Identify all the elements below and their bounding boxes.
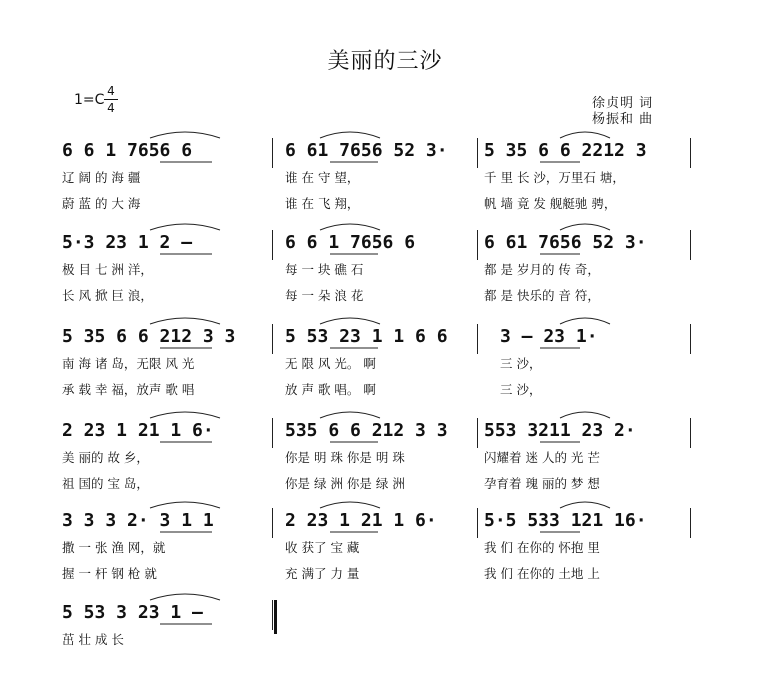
lyric-verse-2: 放 声 歌 唱。 啊: [285, 382, 376, 397]
bar-line: [272, 418, 273, 448]
slur-mark: [150, 502, 220, 508]
notation-measure: 5 35 6 6 212 3 3: [62, 326, 236, 347]
lyric-verse-2: 握 一 杆 钢 枪 就: [62, 566, 157, 581]
bar-line: [272, 508, 273, 538]
bar-line: [690, 230, 691, 260]
notation-measure: 6 6 1 7656 6: [62, 140, 193, 161]
slur-mark: [150, 224, 220, 230]
slur-mark: [560, 502, 610, 508]
time-signature-top: 4: [107, 84, 115, 98]
lyric-verse-1: 茁 壮 成 长: [62, 632, 124, 647]
bar-line: [690, 508, 691, 538]
slur-mark: [560, 412, 610, 418]
lyric-verse-1: 谁 在 守 望，: [285, 170, 360, 185]
bar-line: [477, 324, 478, 354]
notation-measure: 553 3211 23 2·: [484, 420, 636, 441]
lyric-verse-2: 承 载 幸 福，放声 歌 唱: [62, 382, 195, 397]
time-signature: [104, 84, 118, 115]
slur-mark: [320, 318, 380, 324]
lyric-verse-1: 辽 阔 的 海 疆: [62, 170, 141, 185]
lyric-verse-1: 每 一 块 礁 石: [285, 262, 364, 277]
bar-line: [477, 508, 478, 538]
bar-line: [690, 138, 691, 168]
bar-line: [272, 324, 273, 354]
notation-measure: 2 23 1 21 1 6·: [62, 420, 214, 441]
lyric-verse-2: 都 是 快乐的 音 符，: [484, 288, 600, 303]
lyric-verse-1: 你是 明 珠 你是 明 珠: [285, 450, 405, 465]
key-signature: 1=C: [74, 92, 105, 108]
notation-measure: 5·5 533 121 16·: [484, 510, 647, 531]
bar-line: [272, 230, 273, 260]
lyric-verse-2: 帆 墙 竟 发 舰艇驰 骋，: [484, 196, 617, 211]
lyric-verse-2: 充 满了 力 量: [285, 566, 360, 581]
bar-line: [477, 418, 478, 448]
lyric-verse-1: 闪耀着 迷 人的 光 芒: [484, 450, 600, 465]
bar-line: [477, 138, 478, 168]
lyric-verse-2: 谁 在 飞 翔，: [285, 196, 360, 211]
lyric-verse-1: 无 限 风 光。 啊: [285, 356, 376, 371]
lyric-verse-2: 三 沙，: [500, 382, 542, 397]
lyric-verse-1: 收 获了 宝 藏: [285, 540, 360, 555]
notation-measure: 5 53 3 23 1 —: [62, 602, 203, 623]
final-bar-line: [274, 600, 277, 634]
slur-mark: [320, 224, 380, 230]
slur-mark: [150, 132, 220, 138]
slur-mark: [560, 318, 610, 324]
notation-measure: 3 — 23 1·: [500, 326, 598, 347]
lyric-verse-1: 撒 一 张 渔 网，就: [62, 540, 166, 555]
notation-measure: 6 61 7656 52 3·: [285, 140, 448, 161]
lyric-verse-2: 每 一 朵 浪 花: [285, 288, 364, 303]
bar-line: [477, 230, 478, 260]
lyric-verse-1: 都 是 岁月的 传 奇，: [484, 262, 600, 277]
lyric-verse-2: 蔚 蓝 的 大 海: [62, 196, 141, 211]
lyric-verse-1: 千 里 长 沙，万里石 塘，: [484, 170, 625, 185]
lyric-verse-2: 我 们 在你的 土地 上: [484, 566, 600, 581]
slur-mark: [320, 412, 380, 418]
lyric-verse-2: 你是 绿 洲 你是 绿 洲: [285, 476, 405, 491]
slur-mark: [150, 412, 220, 418]
lyricist-credit: 徐贞明 词: [592, 96, 654, 111]
lyric-verse-1: 三 沙，: [500, 356, 542, 371]
slur-mark: [320, 502, 380, 508]
lyric-verse-2: 孕育着 瑰 丽的 梦 想: [484, 476, 600, 491]
notation-measure: 6 61 7656 52 3·: [484, 232, 647, 253]
slur-mark: [560, 132, 610, 138]
bar-line: [272, 600, 273, 630]
bar-line: [690, 418, 691, 448]
notation-measure: 5 35 6 6 2212 3: [484, 140, 647, 161]
song-title: 美丽的三沙: [327, 49, 443, 74]
lyric-verse-2: 祖 国的 宝 岛，: [62, 476, 149, 491]
bar-line: [690, 324, 691, 354]
lyric-verse-1: 极 目 七 洲 洋，: [62, 262, 153, 277]
notation-measure: 535 6 6 212 3 3: [285, 420, 448, 441]
notation-measure: 6 6 1 7656 6: [285, 232, 416, 253]
lyric-verse-1: 南 海 诸 岛，无限 风 光: [62, 356, 195, 371]
slur-mark: [320, 132, 380, 138]
bar-line: [272, 138, 273, 168]
composer-credit: 杨振和 曲: [592, 112, 654, 127]
lyric-verse-1: 美 丽的 故 乡，: [62, 450, 149, 465]
notation-measure: 3 3 3 2· 3 1 1: [62, 510, 214, 531]
notation-measure: 5·3 23 1 2 —: [62, 232, 193, 253]
slur-mark: [150, 594, 220, 600]
slur-mark: [150, 318, 220, 324]
slur-mark: [560, 224, 610, 230]
lyric-verse-2: 长 风 掀 巨 浪，: [62, 288, 153, 303]
lyric-verse-1: 我 们 在你的 怀抱 里: [484, 540, 600, 555]
time-signature-bottom: 4: [107, 101, 115, 115]
notation-measure: 2 23 1 21 1 6·: [285, 510, 437, 531]
notation-measure: 5 53 23 1 1 6 6: [285, 326, 448, 347]
